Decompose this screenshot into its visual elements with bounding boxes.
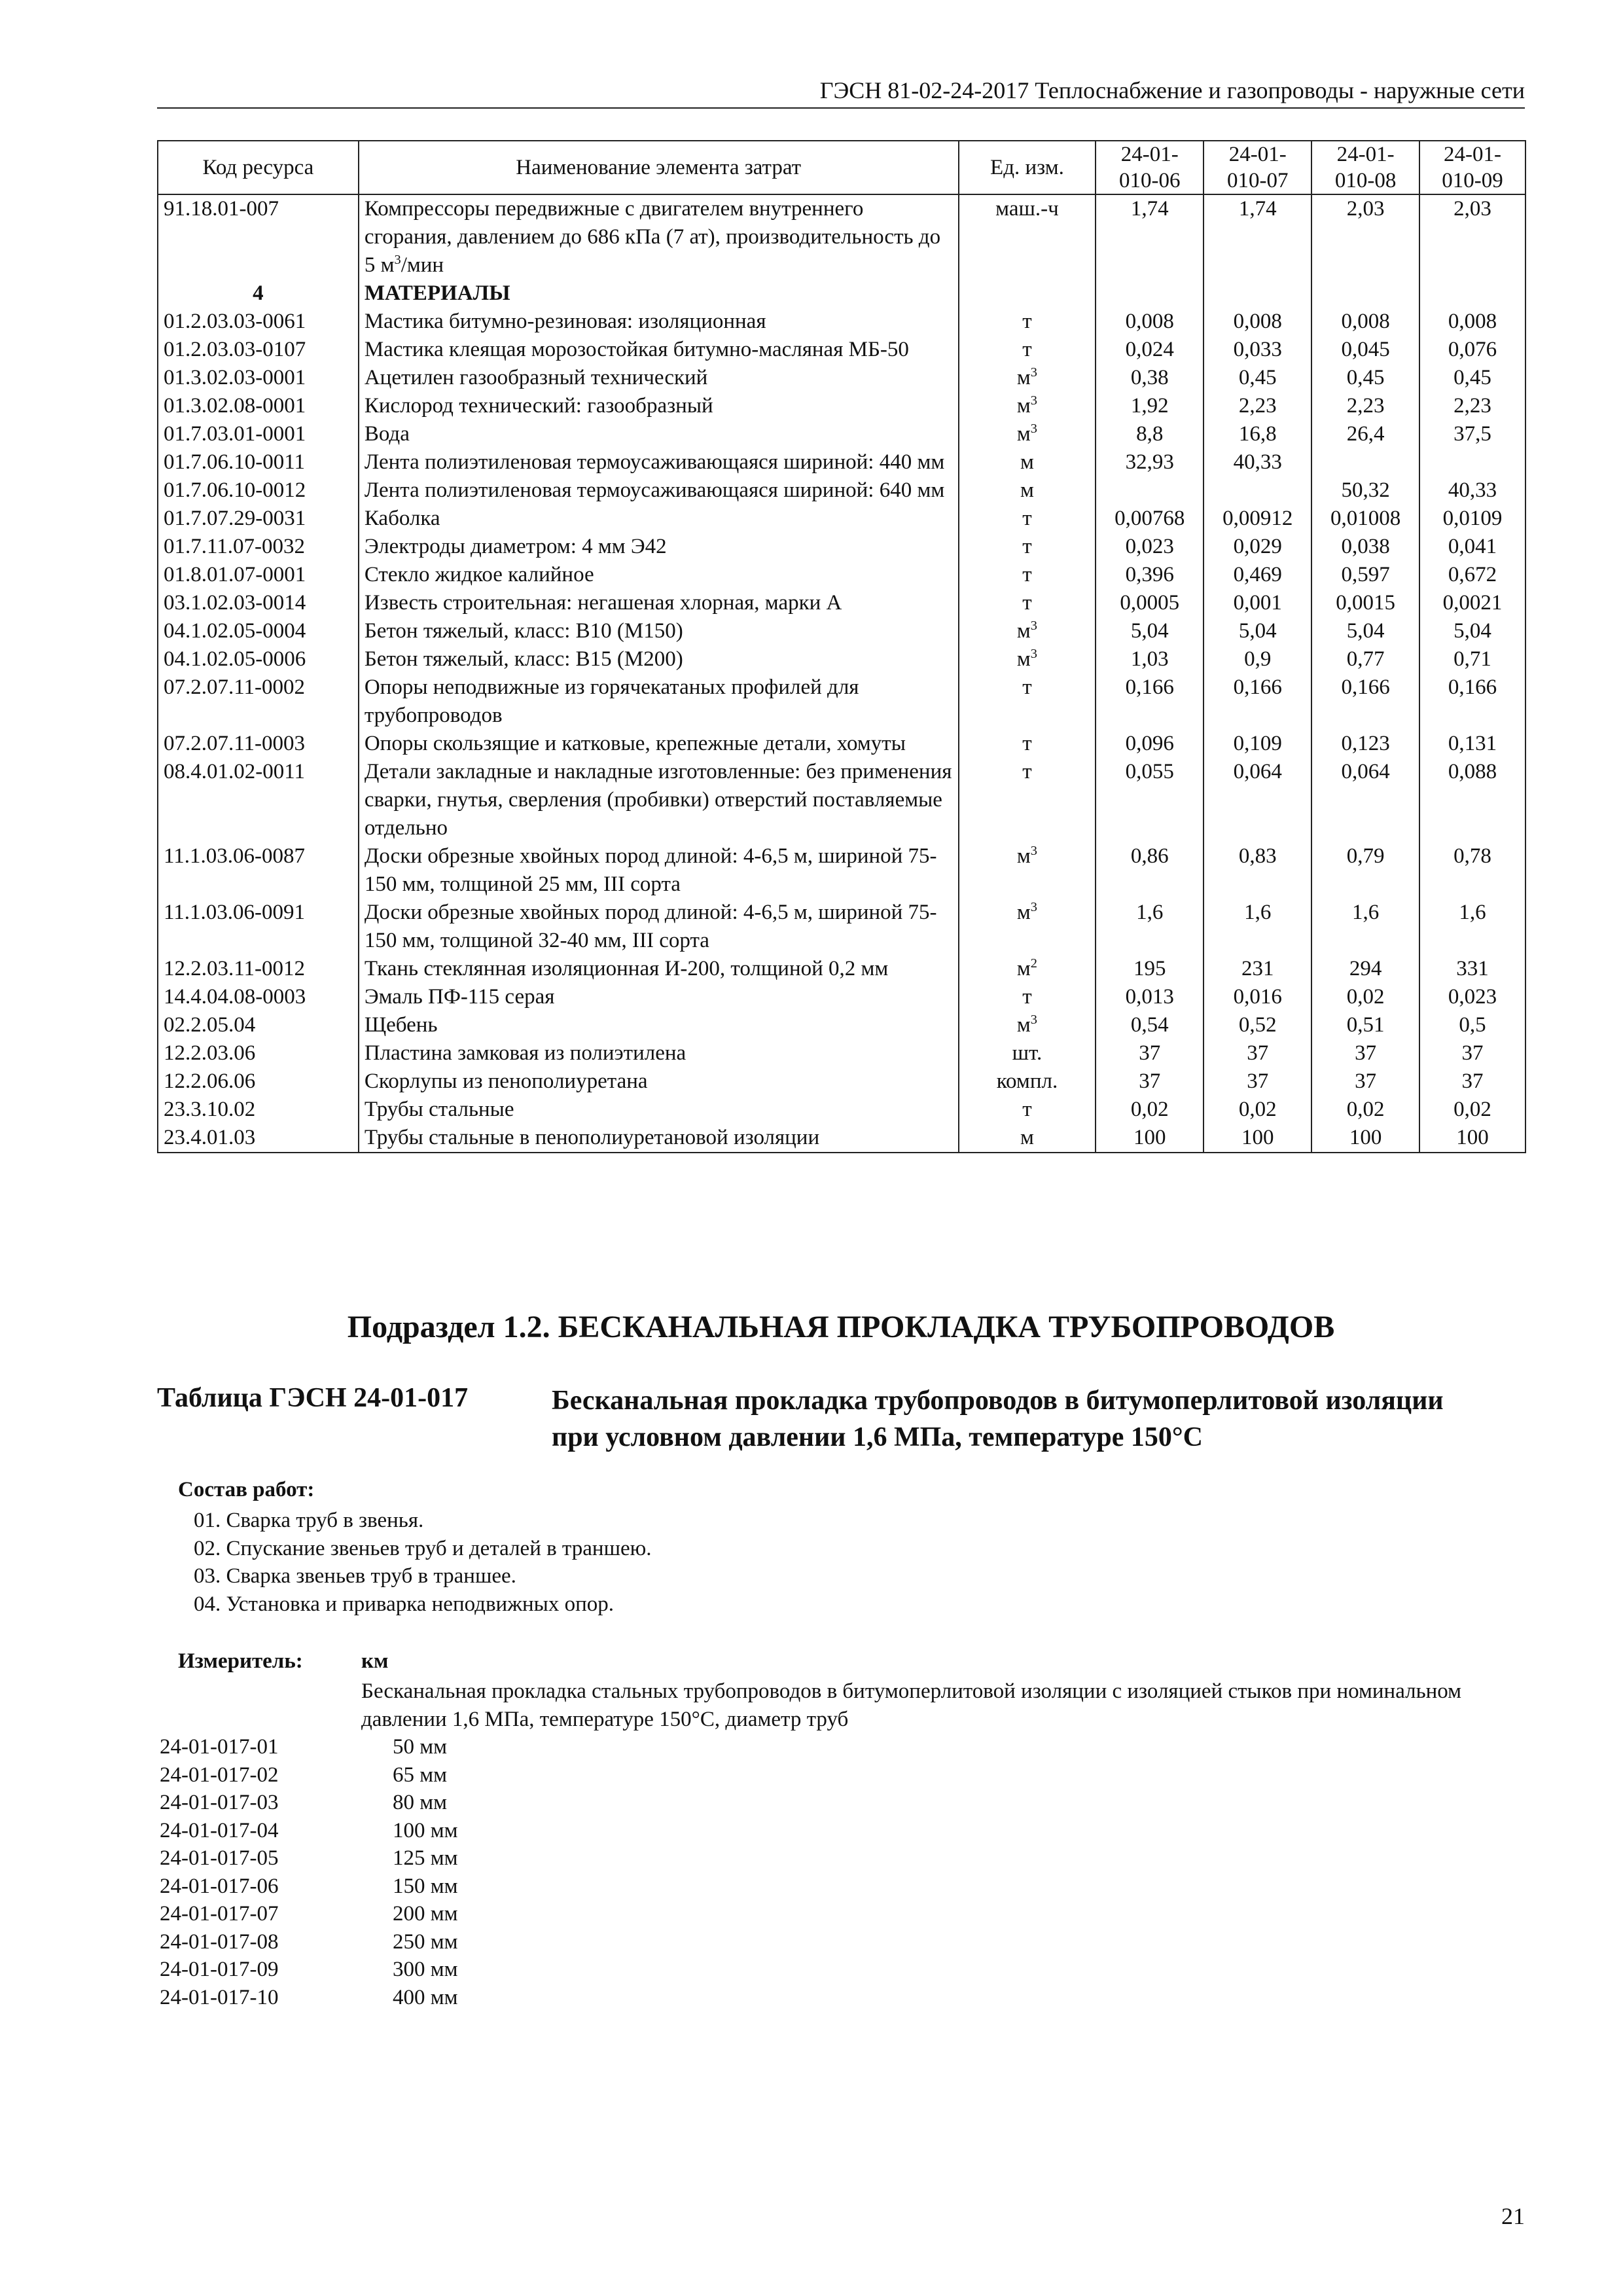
cell-unit: $м^3$ bbox=[959, 617, 1096, 645]
table-row bbox=[158, 1011, 1525, 1039]
cell-name: Доски обрезные хвойных пород длиной: 4-6,5 м, шириной 75-150 мм, толщиной 25 мм, III сорта bbox=[359, 842, 959, 899]
cell-unit: $м^3$ bbox=[959, 1011, 1096, 1039]
cell-code: 01.3.02.03-0001 bbox=[158, 364, 359, 392]
cell-v2: 0,45 bbox=[1204, 364, 1311, 392]
cell-code: 07.2.07.11-0002 bbox=[158, 673, 359, 730]
table-row bbox=[158, 448, 1525, 476]
cell-name: Вода bbox=[359, 420, 959, 448]
item-value: 125 мм bbox=[393, 1846, 458, 1870]
cell-unit: м bbox=[959, 1124, 1096, 1153]
cell-v1 bbox=[1096, 476, 1204, 505]
cell-code: 23.3.10.02 bbox=[158, 1096, 359, 1124]
cell-v1: 37 bbox=[1096, 1067, 1204, 1096]
cell-unit: $м^3$ bbox=[959, 420, 1096, 448]
cell-v3: 0,045 bbox=[1311, 336, 1419, 364]
table-row bbox=[158, 336, 1525, 364]
cell-v4: 0,71 bbox=[1419, 645, 1525, 673]
cell-name: Лента полиэтиленовая термоусаживающаяся шириной: 640 мм bbox=[359, 476, 959, 505]
cell-v1: 0,00768 bbox=[1096, 505, 1204, 533]
cell-v1: 0,055 bbox=[1096, 758, 1204, 842]
cell-v4: 0,78 bbox=[1419, 842, 1525, 899]
cell-name: Каболка bbox=[359, 505, 959, 533]
list-item bbox=[160, 1928, 458, 1956]
cell-v2: 2,23 bbox=[1204, 392, 1311, 420]
cell-v2: 0,166 bbox=[1204, 673, 1311, 730]
table-title: Бесканальная прокладка трубопроводов в битумоперлитовой изоляции при условном давлении 1,6 МПа, температуре 150°С bbox=[552, 1386, 1444, 1452]
cell-code: 12.2.03.11-0012 bbox=[158, 955, 359, 983]
cell-name: Детали закладные и накладные изготовленные: без применения сварки, гнутья, сверления (пробивки) отверстий поставляемые отдельно bbox=[359, 758, 959, 842]
cell-v4: 37,5 bbox=[1419, 420, 1525, 448]
cell-unit: т bbox=[959, 561, 1096, 589]
works-heading: Состав работ: bbox=[178, 1478, 315, 1501]
table-row bbox=[158, 983, 1525, 1011]
col-header-unit: Ед. изм. bbox=[959, 141, 1096, 194]
cell-v1: 37 bbox=[1096, 1039, 1204, 1067]
list-item: 02. Спускание звеньев труб и деталей в траншею. bbox=[194, 1536, 652, 1560]
col-header-code: Код ресурса bbox=[158, 141, 359, 194]
cell-v2: 0,029 bbox=[1204, 533, 1311, 561]
table-row bbox=[158, 364, 1525, 392]
cell-unit: $м^3$ bbox=[959, 899, 1096, 955]
cell-unit: т bbox=[959, 505, 1096, 533]
cell-v3: 0,123 bbox=[1311, 730, 1419, 758]
item-value: 50 мм bbox=[393, 1735, 448, 1759]
cell-v4: 331 bbox=[1419, 955, 1525, 983]
cell-v4: 0,076 bbox=[1419, 336, 1525, 364]
list-item bbox=[160, 1761, 458, 1789]
cell-code: 01.7.07.29-0031 bbox=[158, 505, 359, 533]
list-item bbox=[160, 1733, 458, 1761]
list-item bbox=[160, 1984, 458, 2012]
cell-v3 bbox=[1311, 448, 1419, 476]
cell-v2: 37 bbox=[1204, 1039, 1311, 1067]
table-row bbox=[158, 1124, 1525, 1153]
cell-v4: 37 bbox=[1419, 1039, 1525, 1067]
cell-v3: 26,4 bbox=[1311, 420, 1419, 448]
item-value: 300 мм bbox=[393, 1958, 458, 1981]
table-row bbox=[158, 308, 1525, 336]
cell-v1: 0,0005 bbox=[1096, 589, 1204, 617]
cell-code: 02.2.05.04 bbox=[158, 1011, 359, 1039]
cell-name: Компрессоры передвижные с двигателем внутреннего сгорания, давлением до 686 кПа (7 ат), производительность до 5 $м^3$/мин bbox=[359, 194, 959, 279]
cell-name: Опоры неподвижные из горячекатаных профилей для трубопроводов bbox=[359, 673, 959, 730]
item-value: 250 мм bbox=[393, 1929, 458, 1954]
cell-name: Щебень bbox=[359, 1011, 959, 1039]
cell-code: 04.1.02.05-0006 bbox=[158, 645, 359, 673]
cell-unit: $м^3$ bbox=[959, 842, 1096, 899]
resource-table bbox=[157, 140, 1526, 1153]
cell-v2: 0,469 bbox=[1204, 561, 1311, 589]
running-header: ГЭСН 81-02-24-2017 Теплоснабжение и газопроводы - наружные сети bbox=[157, 73, 1525, 109]
cell-v1: 195 bbox=[1096, 955, 1204, 983]
cell-name: Кислород технический: газообразный bbox=[359, 392, 959, 420]
cell-v4: 2,03 bbox=[1419, 194, 1525, 279]
cell-code: 01.2.03.03-0107 bbox=[158, 336, 359, 364]
item-code: 24-01-017-01 bbox=[160, 1735, 279, 1759]
list-item bbox=[160, 1900, 458, 1928]
cell-v4 bbox=[1419, 279, 1525, 308]
cell-v1: 0,096 bbox=[1096, 730, 1204, 758]
cell-v4 bbox=[1419, 448, 1525, 476]
cell-v4: 37 bbox=[1419, 1067, 1525, 1096]
cell-v2: 40,33 bbox=[1204, 448, 1311, 476]
table-body bbox=[158, 194, 1525, 1153]
cell-v1: 0,54 bbox=[1096, 1011, 1204, 1039]
table-row bbox=[158, 842, 1525, 899]
cell-v2: 16,8 bbox=[1204, 420, 1311, 448]
cell-v3: 50,32 bbox=[1311, 476, 1419, 505]
table-row bbox=[158, 476, 1525, 505]
table-row bbox=[158, 1096, 1525, 1124]
cell-v3: 2,23 bbox=[1311, 392, 1419, 420]
cell-code: 01.7.03.01-0001 bbox=[158, 420, 359, 448]
cell-name: Трубы стальные в пенополиуретановой изоляции bbox=[359, 1124, 959, 1153]
table-label: Таблица ГЭСН 24-01-017 bbox=[157, 1383, 469, 1413]
cell-name: Скорлупы из пенополиуретана bbox=[359, 1067, 959, 1096]
cell-v3 bbox=[1311, 279, 1419, 308]
cell-v3: 0,51 bbox=[1311, 1011, 1419, 1039]
cell-v3: 2,03 bbox=[1311, 194, 1419, 279]
cell-name: Бетон тяжелый, класс: В10 (М150) bbox=[359, 617, 959, 645]
cell-unit: т bbox=[959, 336, 1096, 364]
table-row bbox=[158, 645, 1525, 673]
cell-unit: $м^3$ bbox=[959, 392, 1096, 420]
item-value: 400 мм bbox=[393, 1985, 458, 2009]
cell-v3: 0,02 bbox=[1311, 1096, 1419, 1124]
cell-v3: 0,02 bbox=[1311, 983, 1419, 1011]
cell-name: Бетон тяжелый, класс: В15 (М200) bbox=[359, 645, 959, 673]
col-header-v2: 24-01- 010-07 bbox=[1204, 141, 1311, 194]
item-code: 24-01-017-10 bbox=[160, 1985, 279, 2009]
cell-v2: 1,74 bbox=[1204, 194, 1311, 279]
cell-code: 04.1.02.05-0004 bbox=[158, 617, 359, 645]
cell-v2: 231 bbox=[1204, 955, 1311, 983]
cell-name: Доски обрезные хвойных пород длиной: 4-6,5 м, шириной 75-150 мм, толщиной 32-40 мм, III сорта bbox=[359, 899, 959, 955]
cell-name: Электроды диаметром: 4 мм Э42 bbox=[359, 533, 959, 561]
list-item bbox=[160, 1844, 458, 1873]
cell-v4: 0,131 bbox=[1419, 730, 1525, 758]
table-row bbox=[158, 392, 1525, 420]
cell-unit: т bbox=[959, 673, 1096, 730]
cell-v2: 0,016 bbox=[1204, 983, 1311, 1011]
cell-unit: т bbox=[959, 589, 1096, 617]
cell-v2: 37 bbox=[1204, 1067, 1311, 1096]
cell-v3: 37 bbox=[1311, 1039, 1419, 1067]
item-value: 200 мм bbox=[393, 1902, 458, 1926]
table-row bbox=[158, 420, 1525, 448]
cell-v3: 294 bbox=[1311, 955, 1419, 983]
cell-v2: 0,033 bbox=[1204, 336, 1311, 364]
item-code: 24-01-017-05 bbox=[160, 1846, 279, 1870]
cell-unit: $м^3$ bbox=[959, 364, 1096, 392]
cell-v1: 0,023 bbox=[1096, 533, 1204, 561]
item-code: 24-01-017-06 bbox=[160, 1874, 279, 1898]
cell-code: 11.1.03.06-0091 bbox=[158, 899, 359, 955]
table-row bbox=[158, 194, 1525, 279]
section-row bbox=[158, 279, 1525, 308]
cell-v3: 0,064 bbox=[1311, 758, 1419, 842]
cell-v1: 0,166 bbox=[1096, 673, 1204, 730]
cell-v1: 0,02 bbox=[1096, 1096, 1204, 1124]
list-item: 04. Установка и приварка неподвижных опор. bbox=[194, 1592, 614, 1616]
cell-v2: 0,83 bbox=[1204, 842, 1311, 899]
list-item: 01. Сварка труб в звенья. bbox=[194, 1509, 424, 1532]
cell-code: 01.7.06.10-0012 bbox=[158, 476, 359, 505]
item-code: 24-01-017-07 bbox=[160, 1902, 279, 1926]
cell-unit: $м^2$ bbox=[959, 955, 1096, 983]
cell-v1: 1,74 bbox=[1096, 194, 1204, 279]
cell-v3: 37 bbox=[1311, 1067, 1419, 1096]
measure-description: Бесканальная прокладка стальных трубопроводов в битумоперлитовой изоляции с изоляцией стыков при номинальном давлении 1,6 МПа, температуре 150°С, диаметр труб bbox=[361, 1679, 1462, 1731]
cell-v1: 0,38 bbox=[1096, 364, 1204, 392]
measure-label: Измеритель: bbox=[178, 1649, 303, 1673]
cell-v2: 0,001 bbox=[1204, 589, 1311, 617]
cell-v3: 0,77 bbox=[1311, 645, 1419, 673]
cell-unit: маш.-ч bbox=[959, 194, 1096, 279]
item-code: 24-01-017-04 bbox=[160, 1818, 279, 1842]
cell-name: Стекло жидкое калийное bbox=[359, 561, 959, 589]
works-list bbox=[194, 1507, 652, 1618]
cell-v2: 5,04 bbox=[1204, 617, 1311, 645]
item-value: 80 мм bbox=[393, 1791, 448, 1814]
cell-code: 08.4.01.02-0011 bbox=[158, 758, 359, 842]
cell-name: Ткань стеклянная изоляционная И-200, толщиной 0,2 мм bbox=[359, 955, 959, 983]
cell-v1: 8,8 bbox=[1096, 420, 1204, 448]
cell-v1: 1,92 bbox=[1096, 392, 1204, 420]
cell-code: 11.1.03.06-0087 bbox=[158, 842, 359, 899]
cell-v4: 0,5 bbox=[1419, 1011, 1525, 1039]
cell-code: 12.2.06.06 bbox=[158, 1067, 359, 1096]
table-row bbox=[158, 899, 1525, 955]
cell-v4: 1,6 bbox=[1419, 899, 1525, 955]
item-value: 150 мм bbox=[393, 1874, 458, 1898]
table-header-row bbox=[158, 141, 1525, 194]
cell-unit: т bbox=[959, 533, 1096, 561]
table-row bbox=[158, 617, 1525, 645]
cell-v1 bbox=[1096, 279, 1204, 308]
cell-v1: 1,03 bbox=[1096, 645, 1204, 673]
cell-code: 91.18.01-007 bbox=[158, 194, 359, 279]
cell-v3: 0,008 bbox=[1311, 308, 1419, 336]
cell-code: 07.2.07.11-0003 bbox=[158, 730, 359, 758]
measure-items bbox=[160, 1733, 458, 2011]
cell-v4: 5,04 bbox=[1419, 617, 1525, 645]
col-header-v4: 24-01- 010-09 bbox=[1419, 141, 1525, 194]
cell-name: Опоры скользящие и катковые, крепежные детали, хомуты bbox=[359, 730, 959, 758]
cell-v2: 0,9 bbox=[1204, 645, 1311, 673]
item-value: 100 мм bbox=[393, 1818, 458, 1842]
cell-v4: 100 bbox=[1419, 1124, 1525, 1153]
cell-v1: 0,013 bbox=[1096, 983, 1204, 1011]
table-row bbox=[158, 1067, 1525, 1096]
cell-v4: 0,166 bbox=[1419, 673, 1525, 730]
cell-v2: 0,064 bbox=[1204, 758, 1311, 842]
measure-unit: км bbox=[361, 1649, 389, 1673]
item-code: 24-01-017-09 bbox=[160, 1958, 279, 1981]
cell-v3: 1,6 bbox=[1311, 899, 1419, 955]
col-header-v1: 24-01- 010-06 bbox=[1096, 141, 1204, 194]
cell-unit: компл. bbox=[959, 1067, 1096, 1096]
cell-v3: 0,01008 bbox=[1311, 505, 1419, 533]
cell-v1: 0,396 bbox=[1096, 561, 1204, 589]
table-row bbox=[158, 505, 1525, 533]
cell-unit: т bbox=[959, 983, 1096, 1011]
cell-code: 4 bbox=[158, 279, 359, 308]
cell-code: 01.7.11.07-0032 bbox=[158, 533, 359, 561]
cell-v2: 0,52 bbox=[1204, 1011, 1311, 1039]
cell-v4: 40,33 bbox=[1419, 476, 1525, 505]
cell-name: Ацетилен газообразный технический bbox=[359, 364, 959, 392]
list-item bbox=[160, 1789, 458, 1817]
cell-v4: 0,45 bbox=[1419, 364, 1525, 392]
cell-v3: 5,04 bbox=[1311, 617, 1419, 645]
cell-v2 bbox=[1204, 279, 1311, 308]
table-row bbox=[158, 758, 1525, 842]
cell-v4: 0,0109 bbox=[1419, 505, 1525, 533]
cell-v1: 0,024 bbox=[1096, 336, 1204, 364]
cell-code: 01.2.03.03-0061 bbox=[158, 308, 359, 336]
cell-v1: 0,86 bbox=[1096, 842, 1204, 899]
cell-v3: 0,79 bbox=[1311, 842, 1419, 899]
cell-v3: 0,0015 bbox=[1311, 589, 1419, 617]
col-header-name: Наименование элемента затрат bbox=[359, 141, 959, 194]
cell-name: Лента полиэтиленовая термоусаживающаяся шириной: 440 мм bbox=[359, 448, 959, 476]
cell-unit: т bbox=[959, 758, 1096, 842]
cell-v2: 1,6 bbox=[1204, 899, 1311, 955]
cell-unit: м bbox=[959, 448, 1096, 476]
item-value: 65 мм bbox=[393, 1763, 448, 1787]
cell-name: Пластина замковая из полиэтилена bbox=[359, 1039, 959, 1067]
table-row bbox=[158, 673, 1525, 730]
table-row bbox=[158, 561, 1525, 589]
cell-v4: 0,008 bbox=[1419, 308, 1525, 336]
cell-v1: 5,04 bbox=[1096, 617, 1204, 645]
item-code: 24-01-017-02 bbox=[160, 1763, 279, 1787]
cell-unit: т bbox=[959, 730, 1096, 758]
cell-unit: т bbox=[959, 308, 1096, 336]
cell-unit: т bbox=[959, 1096, 1096, 1124]
list-item bbox=[160, 1956, 458, 1984]
table-row bbox=[158, 1039, 1525, 1067]
cell-code: 03.1.02.03-0014 bbox=[158, 589, 359, 617]
cell-v3: 0,597 bbox=[1311, 561, 1419, 589]
cell-name: Мастика битумно-резиновая: изоляционная bbox=[359, 308, 959, 336]
cell-v3: 0,166 bbox=[1311, 673, 1419, 730]
cell-v2: 0,02 bbox=[1204, 1096, 1311, 1124]
cell-code: 12.2.03.06 bbox=[158, 1039, 359, 1067]
cell-v1: 100 bbox=[1096, 1124, 1204, 1153]
list-item bbox=[160, 1817, 458, 1845]
table-row bbox=[158, 955, 1525, 983]
cell-code: 14.4.04.08-0003 bbox=[158, 983, 359, 1011]
cell-v2: 0,008 bbox=[1204, 308, 1311, 336]
cell-v4: 2,23 bbox=[1419, 392, 1525, 420]
cell-v2: 0,00912 bbox=[1204, 505, 1311, 533]
cell-v4: 0,041 bbox=[1419, 533, 1525, 561]
table-row bbox=[158, 730, 1525, 758]
cell-name: Эмаль ПФ-115 серая bbox=[359, 983, 959, 1011]
cell-code: 01.7.06.10-0011 bbox=[158, 448, 359, 476]
col-header-v3: 24-01- 010-08 bbox=[1311, 141, 1419, 194]
cell-code: 23.4.01.03 bbox=[158, 1124, 359, 1153]
cell-v1: 0,008 bbox=[1096, 308, 1204, 336]
cell-v2 bbox=[1204, 476, 1311, 505]
item-code: 24-01-017-03 bbox=[160, 1791, 279, 1814]
cell-unit: $м^3$ bbox=[959, 645, 1096, 673]
cell-v2: 0,109 bbox=[1204, 730, 1311, 758]
cell-v2: 100 bbox=[1204, 1124, 1311, 1153]
cell-name: Трубы стальные bbox=[359, 1096, 959, 1124]
table-row bbox=[158, 533, 1525, 561]
cell-v4: 0,02 bbox=[1419, 1096, 1525, 1124]
cell-v3: 0,038 bbox=[1311, 533, 1419, 561]
list-item bbox=[160, 1873, 458, 1901]
cell-v3: 100 bbox=[1311, 1124, 1419, 1153]
cell-v1: 32,93 bbox=[1096, 448, 1204, 476]
cell-v4: 0,023 bbox=[1419, 983, 1525, 1011]
cell-unit: шт. bbox=[959, 1039, 1096, 1067]
list-item: 03. Сварка звеньев труб в траншее. bbox=[194, 1564, 516, 1588]
cell-code: 01.3.02.08-0001 bbox=[158, 392, 359, 420]
cell-unit: м bbox=[959, 476, 1096, 505]
cell-code: 01.8.01.07-0001 bbox=[158, 561, 359, 589]
page-number: 21 bbox=[1501, 2203, 1525, 2229]
cell-v3: 0,45 bbox=[1311, 364, 1419, 392]
cell-name: Мастика клеящая морозостойкая битумно-масляная МБ-50 bbox=[359, 336, 959, 364]
cell-name: Известь строительная: негашеная хлорная, марки А bbox=[359, 589, 959, 617]
cell-name: МАТЕРИАЛЫ bbox=[359, 279, 959, 308]
cell-v1: 1,6 bbox=[1096, 899, 1204, 955]
table-row bbox=[158, 589, 1525, 617]
cell-unit bbox=[959, 279, 1096, 308]
cell-v4: 0,088 bbox=[1419, 758, 1525, 842]
cell-v4: 0,672 bbox=[1419, 561, 1525, 589]
cell-v4: 0,0021 bbox=[1419, 589, 1525, 617]
item-code: 24-01-017-08 bbox=[160, 1929, 279, 1954]
subsection-title: Подраздел 1.2. БЕСКАНАЛЬНАЯ ПРОКЛАДКА ТРУБОПРОВОДОВ bbox=[347, 1310, 1335, 1344]
